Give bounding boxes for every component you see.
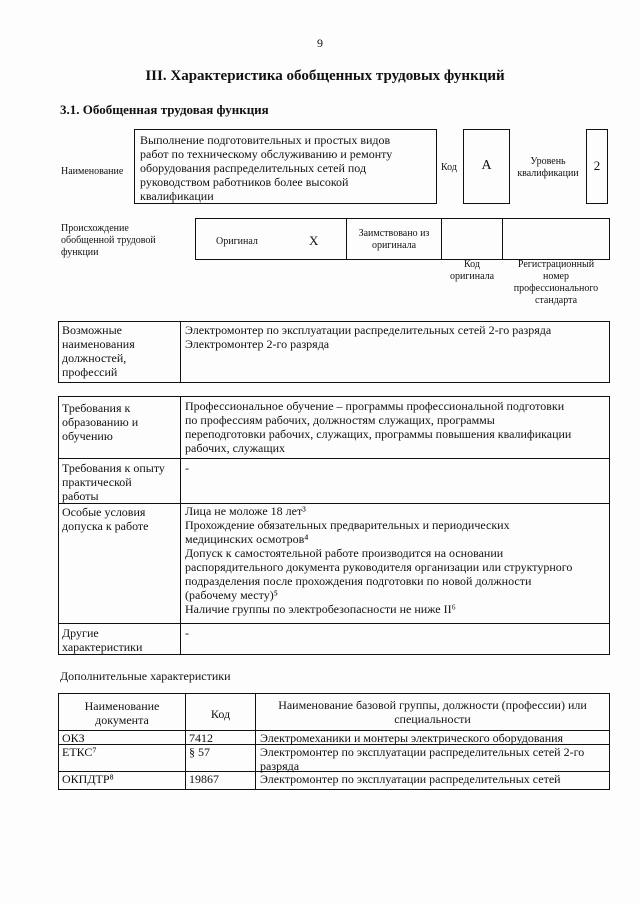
code-box — [463, 129, 510, 204]
cell-document: ОКЗ — [62, 731, 85, 745]
name-label: Наименование — [61, 166, 124, 177]
code-value: А — [481, 158, 492, 173]
origin-table — [195, 218, 610, 260]
requirement-value: - — [185, 461, 189, 475]
subsection-title: 3.1. Обобщенная трудовая функция — [60, 102, 269, 117]
requirement-value: - — [185, 626, 189, 640]
reg-number-caption: Регистрационный номер профессионального стандарта — [513, 259, 599, 306]
requirement-label: Требования к опыту практической работы — [62, 461, 165, 503]
requirements-table — [58, 396, 610, 655]
original-mark: Х — [309, 233, 319, 248]
cell-code: 7412 — [189, 731, 213, 745]
requirement-value: Лица не моложе 18 лет³ Прохождение обязательных предварительных и периодических медицинских осмотров⁴ Допуск к самостоятельной работе производится на основании распорядительного документа руководителя организации или структурного подразделения после прохождения подготовки по новой должности (рабочему месту)⁵ Наличие группы по электробезопасности не ниже II⁶ — [185, 504, 573, 616]
cell-document: ОКПДТР⁸ — [62, 772, 114, 786]
header-document: Наименование документа — [84, 699, 160, 727]
cell-document: ЕТКС⁷ — [62, 745, 97, 759]
section-title: III. Характеристика обобщенных трудовых функций — [145, 68, 505, 84]
cell-name: Электромонтер по эксплуатации распределительных сетей 2-го разряда — [260, 745, 585, 773]
cell-code: 19867 — [189, 772, 219, 786]
origin-label: Происхождение обобщенной трудовой функции — [61, 223, 156, 258]
original-label: Оригинал — [216, 236, 258, 247]
positions-label: Возможные наименования должностей, профессий — [62, 323, 135, 379]
requirement-value: Профессиональное обучение – программы профессиональной подготовки по профессиям рабочих, должностям служащих, программы переподготовки рабочих, служащих, программы повышения квалификации рабочих, служащих — [185, 399, 572, 455]
positions-table — [58, 321, 610, 383]
header-name: Наименование базовой группы, должности (профессии) или специальности — [278, 698, 587, 726]
cell-code: § 57 — [189, 745, 210, 759]
function-name-box — [134, 129, 437, 204]
additional-table — [58, 693, 610, 790]
cell-name: Электромеханики и монтеры электрического оборудования — [260, 731, 564, 745]
page-number: 9 — [317, 36, 323, 50]
additional-title: Дополнительные характеристики — [60, 669, 231, 683]
code-label: Код — [441, 162, 457, 173]
requirement-label: Требования к образованию и обучению — [62, 401, 139, 443]
positions-value: Электромонтер по эксплуатации распределительных сетей 2-го разряда Электромонтер 2-го разряда — [185, 323, 552, 351]
function-name-value: Выполнение подготовительных и простых видов работ по техническому обслуживанию и ремонту оборудования распределительных сетей под руководством работников более высокой квалификации — [140, 133, 393, 203]
requirement-label: Другие характеристики — [62, 626, 143, 654]
level-box — [586, 129, 608, 204]
level-label: Уровень квалификации — [517, 156, 579, 179]
level-value: 2 — [593, 158, 601, 173]
requirement-label: Особые условия допуска к работе — [62, 505, 149, 533]
header-code: Код — [210, 707, 231, 721]
code-original-caption: Код оригинала — [449, 259, 495, 282]
borrowed-label: Заимствовано из оригинала — [358, 228, 430, 251]
cell-name: Электромонтер по эксплуатации распределительных сетей — [260, 772, 561, 786]
